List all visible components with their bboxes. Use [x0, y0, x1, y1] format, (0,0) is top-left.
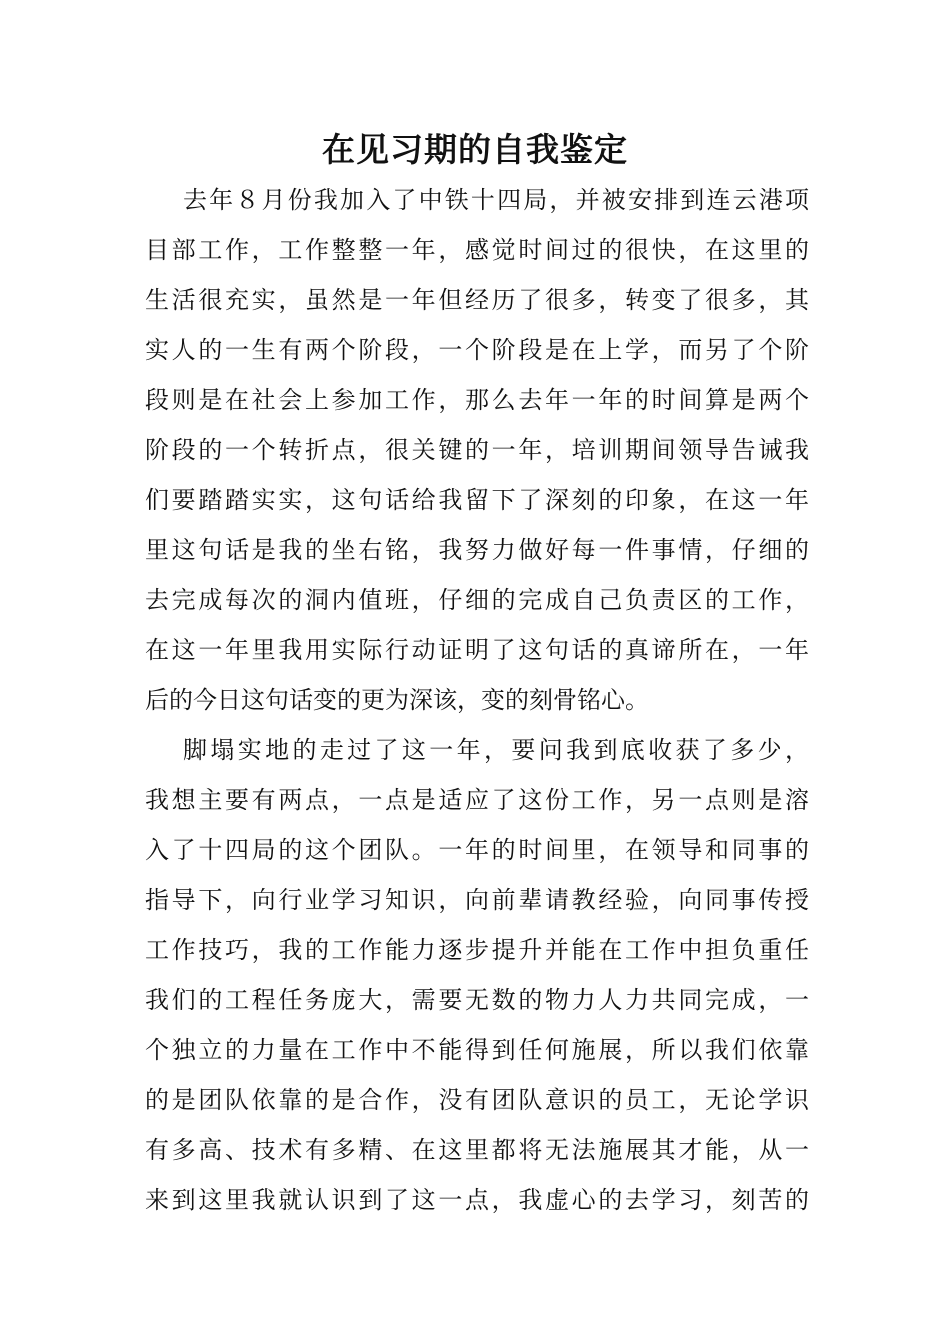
paragraph-line: 的是团队依靠的是合作，没有团队意识的员工，无论学识 [145, 1086, 809, 1114]
paragraph-line: 指导下，向行业学习知识，向前辈请教经验，向同事传授 [145, 886, 809, 914]
paragraph-line: 我们的工程任务庞大，需要无数的物力人力共同完成，一 [145, 986, 809, 1014]
paragraph-line: 生活很充实，虽然是一年但经历了很多，转变了很多，其 [145, 286, 809, 314]
document-title: 在见习期的自我鉴定 [322, 130, 628, 169]
paragraph-line: 工作技巧，我的工作能力逐步提升并能在工作中担负重任 [145, 936, 809, 964]
paragraph-line: 我想主要有两点，一点是适应了这份工作，另一点则是溶 [145, 786, 809, 814]
paragraph-line: 实人的一生有两个阶段，一个阶段是在上学，而另了个阶 [145, 336, 809, 364]
paragraph-line: 阶段的一个转折点，很关键的一年，培训期间领导告诫我 [145, 436, 809, 464]
paragraph-line: 目部工作，工作整整一年，感觉时间过的很快，在这里的 [145, 236, 809, 264]
paragraph-line: 去年８月份我加入了中铁十四局，并被安排到连云港项 [183, 186, 809, 214]
document-body [145, 175, 809, 1225]
paragraph-line: 个独立的力量在工作中不能得到任何施展，所以我们依靠 [145, 1036, 809, 1064]
paragraph-line: 们要踏踏实实，这句话给我留下了深刻的印象，在这一年 [145, 486, 809, 514]
paragraph-1 [145, 175, 809, 725]
paragraph-2 [145, 725, 809, 1225]
paragraph-line: 在这一年里我用实际行动证明了这句话的真谛所在，一年 [145, 636, 809, 664]
paragraph-line: 有多高、技术有多精、在这里都将无法施展其才能，从一 [145, 1136, 809, 1164]
paragraph-line: 来到这里我就认识到了这一点，我虚心的去学习，刻苦的 [145, 1186, 809, 1214]
paragraph-line: 脚塌实地的走过了这一年，要问我到底收获了多少， [183, 736, 809, 764]
paragraph-line: 里这句话是我的坐右铭，我努力做好每一件事情，仔细的 [145, 536, 809, 564]
paragraph-line: 段则是在社会上参加工作，那么去年一年的时间算是两个 [145, 386, 809, 414]
paragraph-line: 后的今日这句话变的更为深该，变的刻骨铭心。 [145, 686, 649, 714]
paragraph-line: 入了十四局的这个团队。一年的时间里，在领导和同事的 [145, 836, 809, 864]
paragraph-line: 去完成每次的洞内值班，仔细的完成自己负责区的工作， [145, 586, 809, 614]
